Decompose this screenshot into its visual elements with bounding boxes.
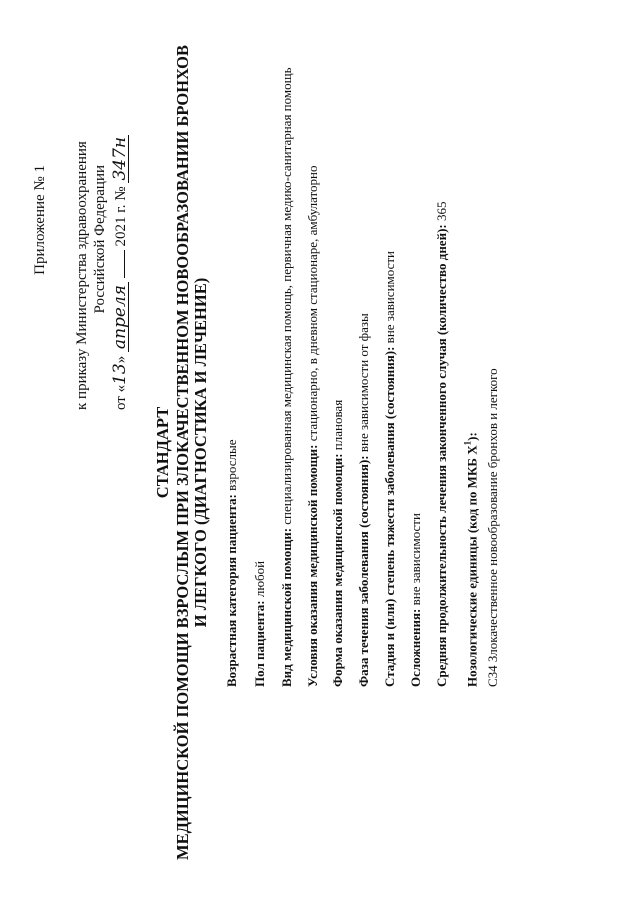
field-label: Средняя продолжительность лечения законченного случая (количество дней): [434, 224, 449, 687]
field-value: вне зависимости [408, 513, 423, 609]
field-label: Стадия и (или) степень тяжести заболевания (состояния): [382, 346, 397, 687]
field-label: Фаза течения заболевания (состояния): [356, 455, 371, 687]
field-sex [253, 561, 267, 687]
field-value: любой [252, 560, 267, 601]
field-label: Осложнения: [408, 608, 423, 687]
field-label: Условия оказания медицинской помощи: [305, 444, 320, 687]
field-age-category [225, 440, 239, 687]
date-blank [124, 250, 125, 278]
field-label: Пол пациента: [252, 600, 267, 687]
date-month: апреля [112, 282, 129, 352]
nosology-label-end: ): [464, 432, 480, 441]
field-label: Вид медицинской помощи: [279, 527, 294, 687]
field-value: вне зависимости [382, 251, 397, 347]
title-line-2: И ЛЕГКОГО (ДИАГНОСТИКА И ЛЕЧЕНИЕ) [191, 277, 210, 628]
order-number: 347н [112, 135, 129, 183]
field-value: взрослые [224, 439, 239, 495]
nosology-code-line: C34 Злокачественное новообразование бронхов и легкого [485, 368, 500, 687]
field-value: стационарно, в дневном стационаре, амбулаторно [305, 165, 320, 445]
field-value: вне зависимости от фазы [356, 313, 371, 456]
date-day: 13 [110, 363, 130, 385]
field-value: 365 [434, 201, 449, 225]
field-label: Форма оказания медицинской помощи: [330, 453, 345, 687]
field-value: плановая [330, 399, 345, 454]
field-label: Возрастная категория пациента: [224, 494, 239, 687]
title-line-1: МЕДИЦИНСКОЙ ПОМОЩИ ВЗРОСЛЫМ ПРИ ЗЛОКАЧЕСТВЕННОМ НОВООБРАЗОВАНИИ БРОНХОВ [173, 45, 192, 860]
nosology-label: Нозологические единицы (код по МКБ X [464, 445, 480, 687]
field-care-type [280, 67, 294, 687]
date-year: 2021 г. № [113, 186, 129, 247]
order-date-line [110, 136, 130, 410]
field-stage-severity [383, 251, 397, 687]
field-avg-duration [435, 202, 449, 687]
date-prefix: от « [113, 384, 129, 410]
field-care-conditions [306, 165, 320, 687]
nosology-footnote-marker: 1 [463, 440, 473, 446]
standard-word: СТАНДАРТ [153, 406, 172, 499]
field-disease-phase [357, 313, 371, 687]
date-mid: » [113, 355, 129, 364]
field-value: специализированная медицинская помощь, первичная медико-санитарная помощь [279, 67, 294, 528]
order-line: к приказу Министерства здравоохранения [74, 141, 90, 410]
field-complications [409, 513, 423, 687]
nosology-heading [461, 432, 479, 687]
field-care-form [331, 400, 345, 687]
ministry-country: Российской Федерации [92, 165, 108, 314]
appendix-label: Приложение № 1 [32, 165, 48, 275]
